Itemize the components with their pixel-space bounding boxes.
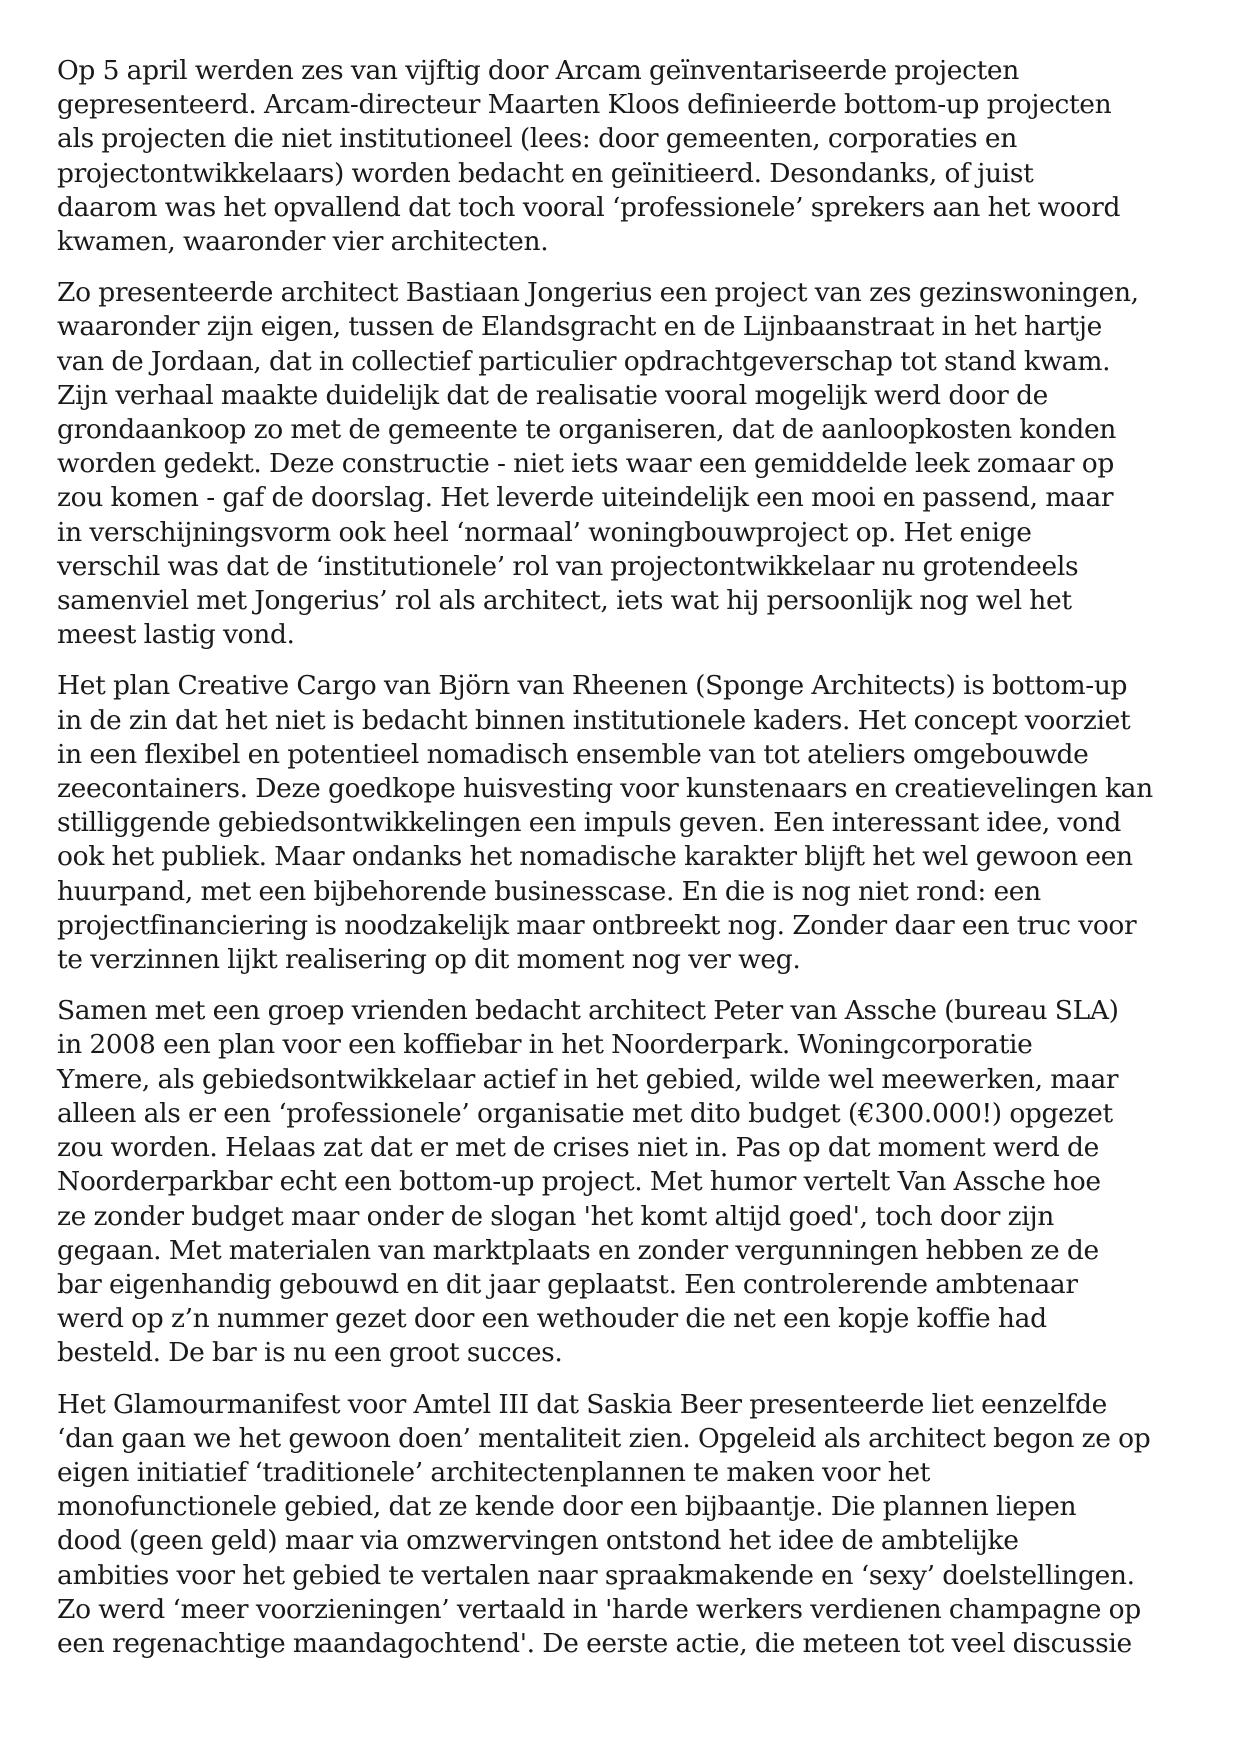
text-line: een regenachtige maandagochtend'. De eerste actie, die meteen tot veel discussie — [57, 1627, 1132, 1659]
paragraph-glamourmanifest — [57, 1388, 1187, 1662]
text-line: Samen met een groep vrienden bedacht architect Peter van Assche (bureau SLA) — [57, 995, 1119, 1027]
text-line: waaronder zijn eigen, tussen de Elandsgracht en de Lijnbaanstraat in het hartje — [57, 311, 1102, 343]
text-line: Zijn verhaal maakte duidelijk dat de realisatie vooral mogelijk werd door de — [57, 379, 1049, 411]
text-line: besteld. De bar is nu een groot succes. — [57, 1337, 563, 1369]
text-line: projectontwikkelaars) worden bedacht en geïnitieerd. Desondanks, of juist — [57, 157, 1034, 189]
text-line: verschil was dat de ‘institutionele’ rol van projectontwikkelaar nu grotendeels — [57, 550, 1079, 582]
paragraph-noorderparkbar — [57, 994, 1187, 1370]
text-line: Noorderparkbar echt een bottom-up project. Met humor vertelt Van Assche hoe — [57, 1166, 1101, 1198]
text-line: alleen als er een ‘professionele’ organisatie met dito budget (€300.000!) opgezet — [57, 1097, 1113, 1129]
text-line: meest lastig vond. — [57, 619, 295, 651]
text-line: Ymere, als gebiedsontwikkelaar actief in het gebied, wilde wel meewerken, maar — [57, 1063, 1119, 1095]
article-body — [57, 54, 1187, 1678]
text-line: huurpand, met een bijbehorende businesscase. En die is nog niet rond: een — [57, 875, 1041, 907]
text-line: eigen initiatief ‘traditionele’ architectenplannen te maken voor het — [57, 1456, 931, 1488]
text-line: Zo presenteerde architect Bastiaan Jongerius een project van zes gezinswoningen, — [57, 277, 1139, 309]
text-line: in de zin dat het niet is bedacht binnen institutionele kaders. Het concept voorziet — [57, 704, 1131, 736]
text-line: ‘dan gaan we het gewoon doen’ mentaliteit zien. Opgeleid als architect begon ze op — [57, 1422, 1151, 1454]
text-line: ambities voor het gebied te vertalen naar spraakmakende en ‘sexy’ doelstellingen. — [57, 1559, 1135, 1591]
text-line: grondaankoop zo met de gemeente te organiseren, dat de aanloopkosten konden — [57, 414, 1117, 446]
text-line: kwamen, waaronder vier architecten. — [57, 226, 549, 258]
text-line: ze zonder budget maar onder de slogan 'het komt altijd goed', toch door zijn — [57, 1200, 1054, 1232]
paragraph-jongerius — [57, 276, 1187, 652]
text-line: zou worden. Helaas zat dat er met de crises niet in. Pas op dat moment werd de — [57, 1132, 1099, 1164]
text-line: ook het publiek. Maar ondanks het nomadische karakter blijft het wel gewoon een — [57, 841, 1133, 873]
text-line: projectfinanciering is noodzakelijk maar ontbreekt nog. Zonder daar een truc voor — [57, 909, 1137, 941]
text-line: stilliggende gebiedsontwikkelingen een impuls geven. Een interessant idee, vond — [57, 807, 1122, 839]
paragraph-creative-cargo — [57, 669, 1187, 977]
text-line: werd op z’n nummer gezet door een wethouder die net een kopje koffie had — [57, 1303, 1047, 1335]
text-line: monofunctionele gebied, dat ze kende door een bijbaantje. Die plannen liepen — [57, 1491, 1077, 1523]
text-line: samenviel met Jongerius’ rol als architect, iets wat hij persoonlijk nog wel het — [57, 585, 1072, 617]
text-line: gepresenteerd. Arcam-directeur Maarten Kloos definieerde bottom-up projecten — [57, 89, 1112, 121]
text-line: dood (geen geld) maar via omzwervingen ontstond het idee de ambtelijke — [57, 1525, 1019, 1557]
text-line: gegaan. Met materialen van marktplaats en zonder vergunningen hebben ze de — [57, 1234, 1099, 1266]
text-line: te verzinnen lijkt realisering op dit moment nog ver weg. — [57, 944, 801, 976]
text-line: als projecten die niet institutioneel (lees: door gemeenten, corporaties en — [57, 123, 1017, 155]
text-line: in 2008 een plan voor een koffiebar in het Noorderpark. Woningcorporatie — [57, 1029, 1033, 1061]
text-line: in een flexibel en potentieel nomadisch ensemble van tot ateliers omgebouwde — [57, 738, 1089, 770]
text-line: Zo werd ‘meer voorzieningen’ vertaald in 'harde werkers verdienen champagne op — [57, 1593, 1141, 1625]
paragraph-arcam-intro — [57, 54, 1187, 259]
text-line: in verschijningsvorm ook heel ‘normaal’ woningbouwproject op. Het enige — [57, 516, 1032, 548]
text-line: Op 5 april werden zes van vijftig door Arcam geïnventariseerde projecten — [57, 55, 1019, 86]
text-line: van de Jordaan, dat in collectief particulier opdrachtgeverschap tot stand kwam. — [57, 345, 1111, 377]
text-line: Het plan Creative Cargo van Björn van Rheenen (Sponge Architects) is bottom-up — [57, 670, 1128, 702]
text-line: zeecontainers. Deze goedkope huisvesting voor kunstenaars en creatievelingen kan — [57, 773, 1153, 805]
text-line: bar eigenhandig gebouwd en dit jaar geplaatst. Een controlerende ambtenaar — [57, 1268, 1078, 1300]
text-line: daarom was het opvallend dat toch vooral ‘professionele’ sprekers aan het woord — [57, 191, 1121, 223]
text-line: zou komen - gaf de doorslag. Het leverde uiteindelijk een mooi en passend, maar — [57, 482, 1114, 514]
text-line: Het Glamourmanifest voor Amtel III dat Saskia Beer presenteerde liet eenzelfde — [57, 1388, 1107, 1420]
text-line: worden gedekt. Deze constructie - niet iets waar een gemiddelde leek zomaar op — [57, 448, 1115, 480]
